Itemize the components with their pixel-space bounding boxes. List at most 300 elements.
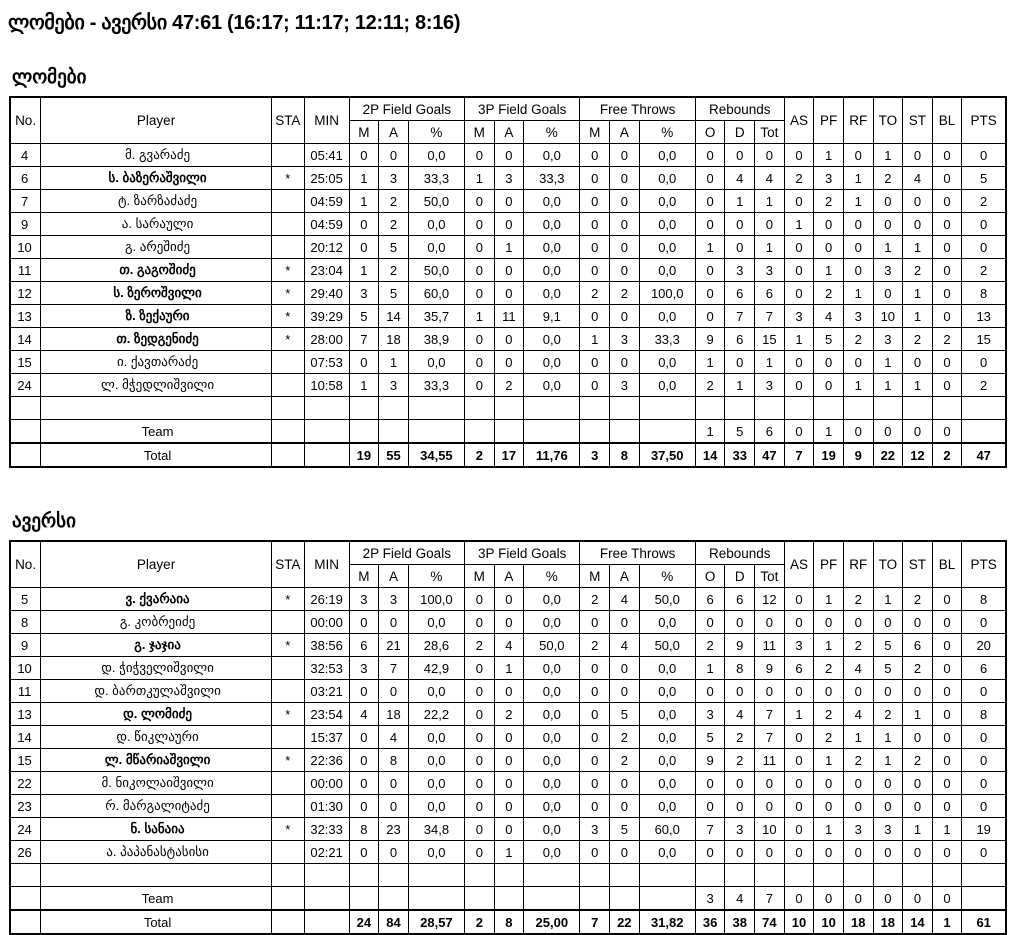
empty-cell bbox=[843, 397, 873, 420]
player-row bbox=[10, 726, 1006, 749]
empty-cell bbox=[465, 397, 495, 420]
stat-cell: 15 bbox=[962, 328, 1006, 351]
player-number: 11 bbox=[10, 680, 41, 703]
empty-cell bbox=[271, 887, 304, 911]
stat-cell: 0 bbox=[349, 726, 379, 749]
stat-cell: 0 bbox=[903, 887, 933, 911]
stat-cell: 0,0 bbox=[524, 328, 580, 351]
col-min-header: MIN bbox=[304, 541, 349, 588]
stat-cell: 4 bbox=[903, 167, 933, 190]
stat-cell: 6 bbox=[695, 588, 725, 611]
team-label: Team bbox=[41, 420, 272, 444]
empty-cell bbox=[639, 864, 695, 887]
col-bl-header: BL bbox=[932, 97, 962, 144]
stat-cell: 0 bbox=[580, 259, 610, 282]
stat-cell: 0 bbox=[962, 144, 1006, 167]
stat-cell: 2 bbox=[379, 190, 409, 213]
stat-cell: 0 bbox=[903, 144, 933, 167]
stat-cell: 1 bbox=[873, 749, 903, 772]
stat-cell: 2 bbox=[843, 588, 873, 611]
stat-cell: 0 bbox=[932, 351, 962, 374]
blank-row bbox=[10, 397, 1006, 420]
stat-cell: 0 bbox=[843, 351, 873, 374]
stat-cell: 3 bbox=[695, 703, 725, 726]
stat-cell: 0 bbox=[903, 611, 933, 634]
player-name: დ. ბართკულაშვილი bbox=[41, 680, 272, 703]
stat-cell: 6 bbox=[349, 634, 379, 657]
stat-cell: 2 bbox=[494, 374, 524, 397]
stat-cell: 0 bbox=[725, 213, 755, 236]
stat-cell: 4 bbox=[610, 634, 640, 657]
col-sta-header: STA bbox=[271, 541, 304, 588]
stat-cell: 0 bbox=[349, 841, 379, 864]
stat-cell: 10 bbox=[755, 818, 785, 841]
stat-cell: 0 bbox=[755, 144, 785, 167]
stat-cell bbox=[349, 420, 379, 444]
stat-cell: 3 bbox=[379, 588, 409, 611]
empty-cell bbox=[349, 397, 379, 420]
stat-cell: 0 bbox=[610, 657, 640, 680]
stat-cell: 0 bbox=[465, 328, 495, 351]
stat-cell: 0,0 bbox=[524, 213, 580, 236]
stat-cell: 1 bbox=[755, 236, 785, 259]
player-name: დ. ლომიძე bbox=[41, 703, 272, 726]
stat-cell: 4 bbox=[494, 634, 524, 657]
stat-cell: 1 bbox=[784, 213, 814, 236]
empty-cell bbox=[580, 397, 610, 420]
sub-col-header: O bbox=[695, 565, 725, 588]
player-starter-mark bbox=[271, 680, 304, 703]
stat-cell: 0 bbox=[580, 236, 610, 259]
stat-cell: 33 bbox=[725, 443, 755, 467]
col-min-header: MIN bbox=[304, 97, 349, 144]
stat-cell: 33,3 bbox=[408, 167, 464, 190]
empty-cell bbox=[932, 397, 962, 420]
stat-cell: 7 bbox=[695, 818, 725, 841]
empty-cell bbox=[10, 397, 41, 420]
stat-cell: 0 bbox=[903, 795, 933, 818]
stat-cell bbox=[639, 887, 695, 911]
stat-cell: 8 bbox=[962, 282, 1006, 305]
stat-cell: 0,0 bbox=[639, 167, 695, 190]
stat-cell: 6 bbox=[725, 588, 755, 611]
player-number: 5 bbox=[10, 588, 41, 611]
stat-cell: 0,0 bbox=[639, 351, 695, 374]
player-number: 11 bbox=[10, 259, 41, 282]
stat-cell: 5 bbox=[695, 726, 725, 749]
stat-cell: 0 bbox=[814, 772, 844, 795]
stat-cell: 1 bbox=[784, 703, 814, 726]
player-starter-mark bbox=[271, 144, 304, 167]
stat-cell: 1 bbox=[843, 726, 873, 749]
stat-cell: 4 bbox=[725, 703, 755, 726]
sub-col-header: M bbox=[580, 565, 610, 588]
empty-cell bbox=[524, 864, 580, 887]
stat-cell: 0 bbox=[580, 611, 610, 634]
stat-cell: 0 bbox=[580, 374, 610, 397]
player-minutes: 38:56 bbox=[304, 634, 349, 657]
stat-cell: 0 bbox=[962, 772, 1006, 795]
stat-cell: 0 bbox=[465, 680, 495, 703]
stat-cell: 0 bbox=[755, 795, 785, 818]
player-row bbox=[10, 328, 1006, 351]
stat-cell: 0 bbox=[580, 657, 610, 680]
stat-cell: 8 bbox=[494, 910, 524, 934]
stat-cell: 1 bbox=[814, 749, 844, 772]
stat-cell: 0 bbox=[814, 374, 844, 397]
stat-cell: 0 bbox=[610, 841, 640, 864]
stat-cell: 0,0 bbox=[639, 772, 695, 795]
stat-cell: 0 bbox=[843, 841, 873, 864]
stat-cell bbox=[349, 887, 379, 911]
stat-cell: 22 bbox=[873, 443, 903, 467]
stat-cell: 84 bbox=[379, 910, 409, 934]
stat-cell: 1 bbox=[784, 328, 814, 351]
stat-cell: 2 bbox=[610, 749, 640, 772]
stat-cell: 0 bbox=[784, 818, 814, 841]
stat-cell: 23 bbox=[379, 818, 409, 841]
col-ft-header: Free Throws bbox=[580, 97, 695, 121]
sub-col-header: A bbox=[610, 121, 640, 144]
stat-cell: 12 bbox=[903, 443, 933, 467]
stat-cell: 0 bbox=[465, 374, 495, 397]
stat-cell: 38 bbox=[725, 910, 755, 934]
stat-cell: 0,0 bbox=[524, 818, 580, 841]
player-name: ს. ზეროშვილი bbox=[41, 282, 272, 305]
sub-col-header: A bbox=[610, 565, 640, 588]
stat-cell: 0 bbox=[610, 259, 640, 282]
player-number: 10 bbox=[10, 236, 41, 259]
player-number: 13 bbox=[10, 703, 41, 726]
stat-cell: 2 bbox=[814, 282, 844, 305]
stat-cell bbox=[379, 420, 409, 444]
player-starter-mark bbox=[271, 795, 304, 818]
player-number: 13 bbox=[10, 305, 41, 328]
player-name: დ. ჭიჭველიშვილი bbox=[41, 657, 272, 680]
player-minutes: 04:59 bbox=[304, 213, 349, 236]
stat-cell: 5 bbox=[610, 703, 640, 726]
stat-cell: 0 bbox=[932, 657, 962, 680]
stat-cell: 0 bbox=[465, 841, 495, 864]
player-row bbox=[10, 657, 1006, 680]
stat-cell: 34,55 bbox=[408, 443, 464, 467]
player-minutes: 32:33 bbox=[304, 818, 349, 841]
stat-cell: 0 bbox=[494, 680, 524, 703]
stat-cell: 7 bbox=[755, 305, 785, 328]
stat-cell: 0,0 bbox=[408, 351, 464, 374]
stat-cell: 0 bbox=[580, 772, 610, 795]
stat-cell: 0 bbox=[784, 887, 814, 911]
player-name: ვ. ქვარაია bbox=[41, 588, 272, 611]
stat-cell: 42,9 bbox=[408, 657, 464, 680]
stat-cell: 22,2 bbox=[408, 703, 464, 726]
stat-cell: 0,0 bbox=[524, 611, 580, 634]
empty-cell bbox=[695, 397, 725, 420]
stat-cell: 1 bbox=[465, 305, 495, 328]
stat-cell: 0 bbox=[784, 772, 814, 795]
stat-cell: 9 bbox=[843, 443, 873, 467]
player-minutes: 28:00 bbox=[304, 328, 349, 351]
stat-cell: 61 bbox=[962, 910, 1006, 934]
stat-cell: 0 bbox=[903, 190, 933, 213]
stat-cell: 1 bbox=[814, 420, 844, 444]
stat-cell: 2 bbox=[962, 374, 1006, 397]
player-number: 8 bbox=[10, 611, 41, 634]
game-title: ლომები - ავერსი 47:61 (16:17; 11:17; 12:11; 8:16) bbox=[8, 12, 461, 34]
stat-cell: 0 bbox=[843, 795, 873, 818]
stat-cell: 0 bbox=[465, 611, 495, 634]
stat-cell: 2 bbox=[610, 282, 640, 305]
player-starter-mark: * bbox=[271, 749, 304, 772]
stat-cell: 0,0 bbox=[639, 749, 695, 772]
stat-cell: 0 bbox=[784, 749, 814, 772]
team-2-name: ავერსი bbox=[12, 511, 76, 532]
stat-cell: 0 bbox=[932, 167, 962, 190]
player-row bbox=[10, 374, 1006, 397]
stat-cell: 0,0 bbox=[524, 726, 580, 749]
stat-cell: 3 bbox=[843, 305, 873, 328]
empty-cell bbox=[610, 864, 640, 887]
stat-cell: 0 bbox=[873, 420, 903, 444]
player-row bbox=[10, 282, 1006, 305]
stat-cell: 5 bbox=[962, 167, 1006, 190]
stat-cell: 0 bbox=[695, 795, 725, 818]
stat-cell bbox=[408, 887, 464, 911]
stat-cell: 0 bbox=[580, 351, 610, 374]
sub-col-header: Tot bbox=[755, 121, 785, 144]
stat-cell: 0 bbox=[725, 144, 755, 167]
stat-cell: 1 bbox=[814, 634, 844, 657]
player-row bbox=[10, 259, 1006, 282]
player-starter-mark: * bbox=[271, 259, 304, 282]
stat-cell: 11 bbox=[755, 634, 785, 657]
player-minutes: 00:00 bbox=[304, 772, 349, 795]
stat-cell: 0,0 bbox=[639, 305, 695, 328]
stat-cell: 0 bbox=[784, 588, 814, 611]
stat-cell: 0 bbox=[903, 726, 933, 749]
stat-cell: 0 bbox=[349, 611, 379, 634]
stat-cell: 3 bbox=[843, 818, 873, 841]
stat-cell: 2 bbox=[814, 703, 844, 726]
stat-cell: 1 bbox=[873, 374, 903, 397]
stat-cell: 0 bbox=[465, 726, 495, 749]
stat-cell: 0 bbox=[695, 282, 725, 305]
stat-cell: 0 bbox=[494, 818, 524, 841]
stat-cell: 25,00 bbox=[524, 910, 580, 934]
stat-cell: 1 bbox=[580, 328, 610, 351]
col-2p-header: 2P Field Goals bbox=[349, 97, 464, 121]
stat-cell: 2 bbox=[465, 910, 495, 934]
stat-cell: 33,3 bbox=[408, 374, 464, 397]
player-name: გ. კობრეიძე bbox=[41, 611, 272, 634]
stat-cell: 0 bbox=[494, 328, 524, 351]
col-3p-header: 3P Field Goals bbox=[465, 541, 580, 565]
stat-cell: 2 bbox=[873, 703, 903, 726]
stat-cell: 0 bbox=[695, 167, 725, 190]
empty-cell bbox=[304, 397, 349, 420]
stat-cell: 2 bbox=[932, 328, 962, 351]
stat-cell: 19 bbox=[349, 443, 379, 467]
empty-cell bbox=[814, 397, 844, 420]
stat-cell: 0,0 bbox=[639, 680, 695, 703]
stat-cell: 0,0 bbox=[524, 259, 580, 282]
col-to-header: TO bbox=[873, 97, 903, 144]
stat-cell: 7 bbox=[580, 910, 610, 934]
player-starter-mark: * bbox=[271, 634, 304, 657]
player-starter-mark: * bbox=[271, 328, 304, 351]
col-rebounds-header: Rebounds bbox=[695, 541, 784, 565]
stat-cell: 15 bbox=[755, 328, 785, 351]
empty-cell bbox=[304, 910, 349, 934]
stat-cell: 0 bbox=[695, 772, 725, 795]
stat-cell: 0 bbox=[784, 374, 814, 397]
stat-cell: 7 bbox=[784, 443, 814, 467]
stat-cell: 0 bbox=[465, 749, 495, 772]
player-minutes: 04:59 bbox=[304, 190, 349, 213]
stat-cell: 0,0 bbox=[524, 282, 580, 305]
col-pf-header: PF bbox=[814, 541, 844, 588]
player-number: 23 bbox=[10, 795, 41, 818]
stat-cell: 2 bbox=[962, 259, 1006, 282]
stat-cell: 50,0 bbox=[639, 634, 695, 657]
stat-cell: 1 bbox=[349, 374, 379, 397]
stat-cell: 0 bbox=[494, 772, 524, 795]
stat-cell: 2 bbox=[494, 703, 524, 726]
player-row bbox=[10, 190, 1006, 213]
empty-cell bbox=[784, 397, 814, 420]
stat-cell: 0 bbox=[873, 190, 903, 213]
stat-cell: 9 bbox=[755, 657, 785, 680]
stat-cell: 0 bbox=[932, 703, 962, 726]
stat-cell: 0,0 bbox=[524, 703, 580, 726]
col-ft-header: Free Throws bbox=[580, 541, 695, 565]
player-name: დ. წიკლაური bbox=[41, 726, 272, 749]
stat-cell: 0 bbox=[755, 680, 785, 703]
stat-cell: 0,0 bbox=[639, 259, 695, 282]
col-sta-header: STA bbox=[271, 97, 304, 144]
stat-cell: 0,0 bbox=[639, 213, 695, 236]
player-minutes: 32:53 bbox=[304, 657, 349, 680]
stat-cell: 3 bbox=[580, 443, 610, 467]
empty-cell bbox=[873, 397, 903, 420]
stat-cell: 3 bbox=[784, 305, 814, 328]
empty-cell bbox=[304, 887, 349, 911]
stat-cell: 0 bbox=[814, 236, 844, 259]
player-minutes: 23:04 bbox=[304, 259, 349, 282]
team-row bbox=[10, 420, 1006, 444]
stat-cell: 5 bbox=[725, 420, 755, 444]
stat-cell: 6 bbox=[903, 634, 933, 657]
stat-cell: 7 bbox=[755, 726, 785, 749]
stat-cell: 4 bbox=[725, 167, 755, 190]
stat-cell: 0,0 bbox=[524, 772, 580, 795]
stat-cell: 1 bbox=[494, 841, 524, 864]
stat-cell: 1 bbox=[695, 351, 725, 374]
sub-col-header: O bbox=[695, 121, 725, 144]
stat-cell: 0 bbox=[695, 213, 725, 236]
stat-cell: 0 bbox=[932, 611, 962, 634]
player-name: რ. მარგალიტაძე bbox=[41, 795, 272, 818]
stat-cell: 3 bbox=[610, 374, 640, 397]
stat-cell: 2 bbox=[843, 634, 873, 657]
player-minutes: 39:29 bbox=[304, 305, 349, 328]
player-starter-mark: * bbox=[271, 282, 304, 305]
stat-cell: 0 bbox=[784, 680, 814, 703]
stat-cell: 3 bbox=[873, 259, 903, 282]
stat-cell: 0 bbox=[349, 795, 379, 818]
stat-cell: 3 bbox=[695, 887, 725, 911]
stat-cell: 1 bbox=[755, 351, 785, 374]
player-number: 15 bbox=[10, 351, 41, 374]
stat-cell: 9 bbox=[695, 749, 725, 772]
stat-cell: 4 bbox=[755, 167, 785, 190]
player-row bbox=[10, 588, 1006, 611]
empty-cell bbox=[304, 443, 349, 467]
empty-cell bbox=[524, 397, 580, 420]
total-row bbox=[10, 910, 1006, 934]
stat-cell: 5 bbox=[379, 236, 409, 259]
stat-cell: 6 bbox=[725, 282, 755, 305]
sub-col-header: Tot bbox=[755, 565, 785, 588]
stat-cell: 2 bbox=[580, 282, 610, 305]
empty-cell bbox=[465, 864, 495, 887]
player-minutes: 22:36 bbox=[304, 749, 349, 772]
empty-cell bbox=[271, 420, 304, 444]
stat-cell: 0 bbox=[843, 611, 873, 634]
stat-cell: 0 bbox=[843, 236, 873, 259]
stat-cell: 0 bbox=[784, 144, 814, 167]
stat-cell bbox=[524, 420, 580, 444]
empty-cell bbox=[962, 864, 1006, 887]
empty-cell bbox=[725, 864, 755, 887]
stat-cell: 3 bbox=[610, 328, 640, 351]
stat-cell: 37,50 bbox=[639, 443, 695, 467]
stat-cell: 0 bbox=[379, 144, 409, 167]
stat-cell: 0 bbox=[932, 213, 962, 236]
player-row bbox=[10, 213, 1006, 236]
stat-cell: 3 bbox=[784, 634, 814, 657]
stat-cell: 17 bbox=[494, 443, 524, 467]
stat-cell: 0 bbox=[784, 282, 814, 305]
stat-cell: 0 bbox=[695, 841, 725, 864]
stat-cell: 0 bbox=[695, 259, 725, 282]
player-row bbox=[10, 841, 1006, 864]
stat-cell: 4 bbox=[814, 305, 844, 328]
stat-cell: 0 bbox=[725, 680, 755, 703]
empty-cell bbox=[580, 864, 610, 887]
stat-cell: 0 bbox=[962, 236, 1006, 259]
sub-col-header: % bbox=[408, 121, 464, 144]
stat-cell: 2 bbox=[873, 167, 903, 190]
stat-cell: 2 bbox=[580, 588, 610, 611]
stat-cell: 0 bbox=[843, 420, 873, 444]
stat-cell: 1 bbox=[843, 374, 873, 397]
stat-cell: 0 bbox=[494, 795, 524, 818]
stat-cell: 2 bbox=[814, 657, 844, 680]
stat-cell: 2 bbox=[903, 657, 933, 680]
stat-cell: 0 bbox=[784, 841, 814, 864]
stat-cell: 0 bbox=[494, 144, 524, 167]
stat-cell: 0 bbox=[610, 236, 640, 259]
stat-cell: 0,0 bbox=[524, 841, 580, 864]
stat-cell: 2 bbox=[962, 190, 1006, 213]
stat-cell: 0 bbox=[494, 213, 524, 236]
stat-cell: 8 bbox=[725, 657, 755, 680]
stat-cell: 2 bbox=[695, 374, 725, 397]
stat-cell bbox=[524, 887, 580, 911]
stat-cell: 14 bbox=[903, 910, 933, 934]
player-minutes: 01:30 bbox=[304, 795, 349, 818]
